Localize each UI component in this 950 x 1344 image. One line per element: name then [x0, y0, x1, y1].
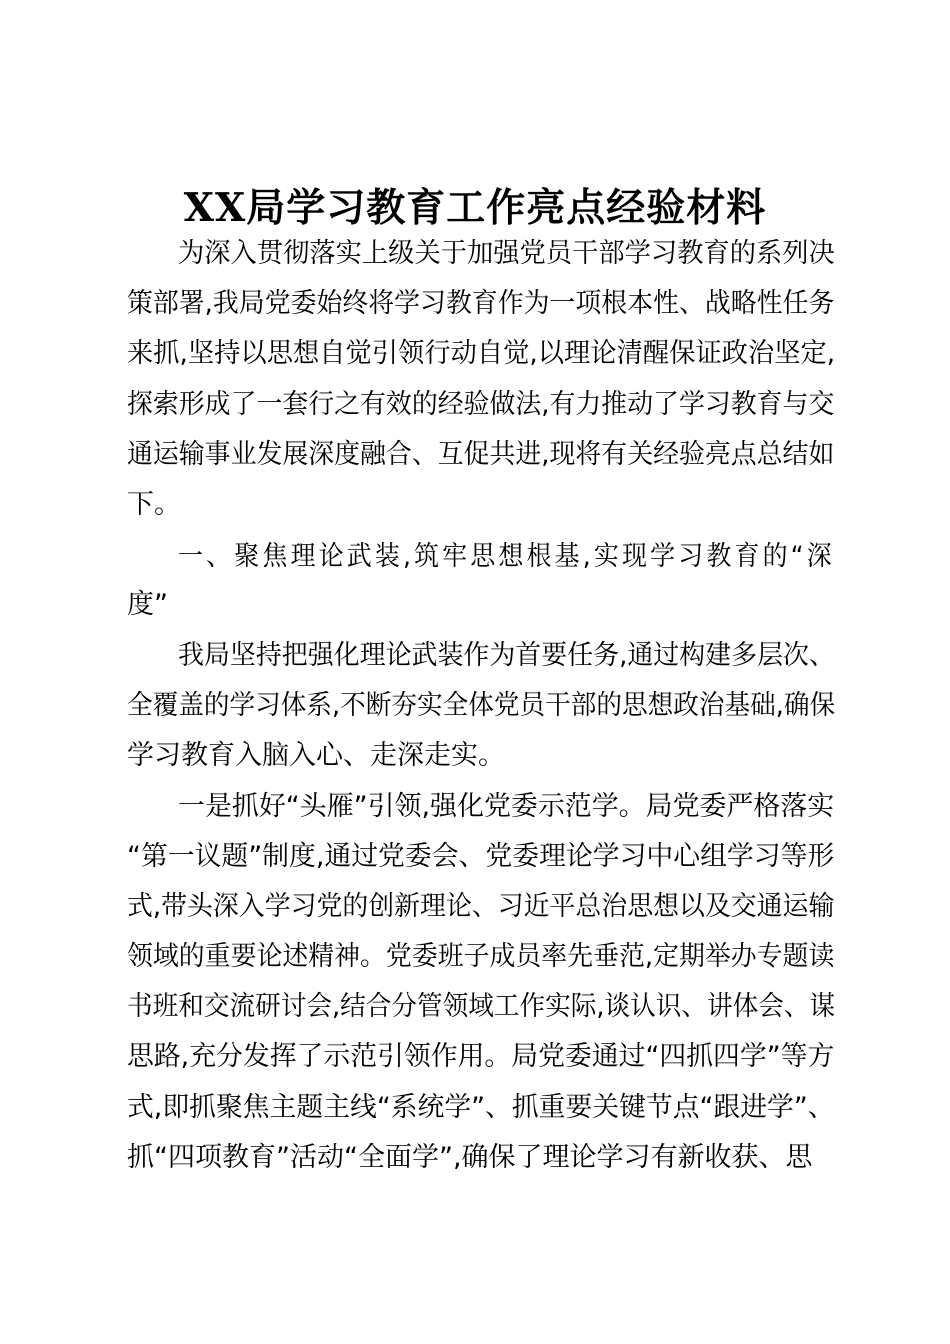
paragraph-line: “第一议题”制度,通过党委会、党委理论学习中心组学习等形 — [127, 841, 835, 872]
paragraph-line: 式,带头深入学习党的创新理论、习近平总治思想以及交通运输 — [127, 891, 835, 922]
paragraph-line: 为深入贯彻落实上级关于加强党员干部学习教育的系列决 — [178, 238, 835, 269]
paragraph-line: 学习教育入脑入心、走深走实。 — [127, 740, 505, 771]
paragraph-line: 探索形成了一套行之有效的经验做法,有力推动了学习教育与交 — [127, 389, 835, 420]
section-heading: 一、聚焦理论武装,筑牢思想根基,实现学习教育的“深 — [178, 541, 835, 572]
paragraph-line: 来抓,坚持以思想自觉引领行动自觉,以理论清醒保证政治坚定, — [127, 338, 836, 369]
paragraph-line: 领域的重要论述精神。党委班子成员率先垂范,定期举办专题读 — [127, 941, 835, 972]
paragraph-line: 策部署,我局党委始终将学习教育作为一项根本性、战略性任务 — [127, 288, 835, 319]
paragraph-line: 书班和交流研讨会,结合分管领域工作实际,谈认识、讲体会、谋 — [127, 991, 836, 1022]
paragraph-line: 式,即抓聚焦主题主线“系统学”、抓重要关键节点“跟进学”、 — [127, 1092, 835, 1123]
paragraph-line: 我局坚持把强化理论武装作为首要任务,通过构建多层次、 — [178, 640, 835, 671]
document-title: XX局学习教育工作亮点经验材料 — [183, 185, 767, 231]
paragraph-line: 一是抓好“头雁”引领,强化党委示范学。局党委严格落实 — [178, 791, 835, 822]
paragraph-line: 全覆盖的学习体系,不断夯实全体党员干部的思想政治基础,确保 — [127, 690, 836, 721]
paragraph-line: 通运输事业发展深度融合、互促共进,现将有关经验亮点总结如 — [127, 439, 835, 470]
paragraph-line: 下。 — [127, 489, 181, 520]
paragraph-line: 抓“四项教育”活动“全面学”,确保了理论学习有新收获、思 — [127, 1142, 813, 1173]
section-heading-continuation: 度” — [127, 589, 168, 620]
paragraph-line: 思路,充分发挥了示范引领作用。局党委通过“四抓四学”等方 — [127, 1041, 835, 1072]
